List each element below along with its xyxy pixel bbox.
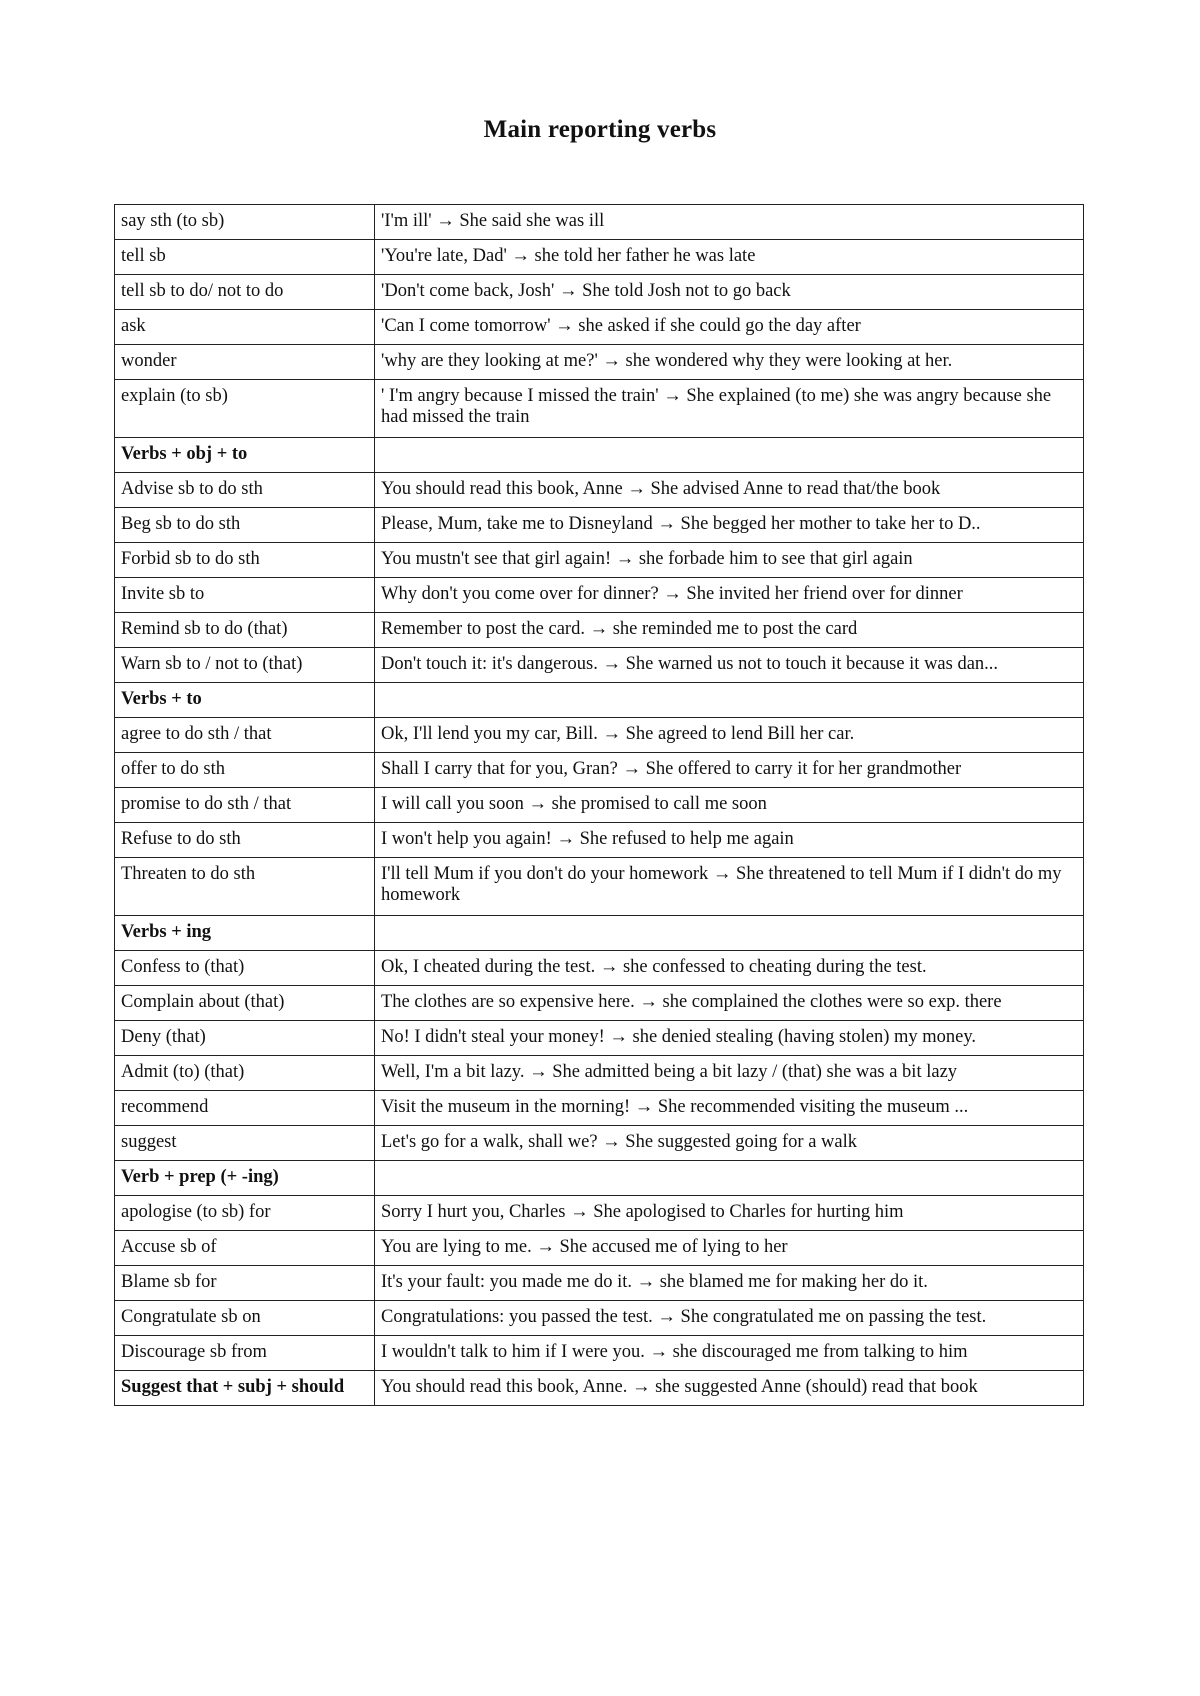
table-row <box>115 718 1084 753</box>
verb-cell: suggest <box>115 1126 375 1161</box>
section-heading: Verbs + ing <box>115 916 375 951</box>
verb-cell: Congratulate sb on <box>115 1301 375 1336</box>
example-cell: Ok, I'll lend you my car, Bill. → She agreed to lend Bill her car. <box>375 718 1084 753</box>
table-row <box>115 1021 1084 1056</box>
example-cell: 'Can I come tomorrow' → she asked if she could go the day after <box>375 310 1084 345</box>
example-cell: It's your fault: you made me do it. → she blamed me for making her do it. <box>375 1266 1084 1301</box>
example-cell: You mustn't see that girl again! → she forbade him to see that girl again <box>375 543 1084 578</box>
table-row <box>115 1126 1084 1161</box>
table-row <box>115 345 1084 380</box>
example-cell: Please, Mum, take me to Disneyland → She begged her mother to take her to D.. <box>375 508 1084 543</box>
table-row <box>115 1266 1084 1301</box>
example-cell: You should read this book, Anne. → she suggested Anne (should) read that book <box>375 1371 1084 1406</box>
example-cell: Remember to post the card. → she reminded me to post the card <box>375 613 1084 648</box>
table-row <box>115 205 1084 240</box>
verb-cell: Confess to (that) <box>115 951 375 986</box>
table-row <box>115 986 1084 1021</box>
example-cell: I won't help you again! → She refused to help me again <box>375 823 1084 858</box>
example-cell: 'You're late, Dad' → she told her father he was late <box>375 240 1084 275</box>
example-cell: Ok, I cheated during the test. → she confessed to cheating during the test. <box>375 951 1084 986</box>
section-heading: Verbs + to <box>115 683 375 718</box>
section-header-row <box>115 1371 1084 1406</box>
verb-cell: Admit (to) (that) <box>115 1056 375 1091</box>
verb-cell: Advise sb to do sth <box>115 473 375 508</box>
example-cell: I'll tell Mum if you don't do your homework → She threatened to tell Mum if I didn't do my homework <box>375 858 1084 916</box>
example-cell: Don't touch it: it's dangerous. → She warned us not to touch it because it was dan... <box>375 648 1084 683</box>
example-cell: I will call you soon → she promised to call me soon <box>375 788 1084 823</box>
table-row <box>115 1056 1084 1091</box>
page-title: Main reporting verbs <box>483 116 717 143</box>
verb-cell: offer to do sth <box>115 753 375 788</box>
table-row <box>115 951 1084 986</box>
table-row <box>115 543 1084 578</box>
verb-cell: ask <box>115 310 375 345</box>
verb-cell: apologise (to sb) for <box>115 1196 375 1231</box>
verb-cell: Complain about (that) <box>115 986 375 1021</box>
table-row <box>115 1231 1084 1266</box>
table-row <box>115 1336 1084 1371</box>
example-cell: Well, I'm a bit lazy. → She admitted being a bit lazy / (that) she was a bit lazy <box>375 1056 1084 1091</box>
verb-cell: Discourage sb from <box>115 1336 375 1371</box>
section-header-row <box>115 916 1084 951</box>
example-cell: 'Don't come back, Josh' → She told Josh not to go back <box>375 275 1084 310</box>
verb-cell: Deny (that) <box>115 1021 375 1056</box>
verb-cell: Forbid sb to do sth <box>115 543 375 578</box>
verb-cell: promise to do sth / that <box>115 788 375 823</box>
reporting-verbs-table <box>114 204 1084 1406</box>
table-row <box>115 648 1084 683</box>
verb-cell: agree to do sth / that <box>115 718 375 753</box>
section-heading: Verb + prep (+ -ing) <box>115 1161 375 1196</box>
verb-cell: Invite sb to <box>115 578 375 613</box>
example-cell <box>375 916 1084 951</box>
verb-cell: Refuse to do sth <box>115 823 375 858</box>
example-cell: Visit the museum in the morning! → She recommended visiting the museum ... <box>375 1091 1084 1126</box>
table-row <box>115 753 1084 788</box>
table-row <box>115 473 1084 508</box>
table-row <box>115 1091 1084 1126</box>
table-row <box>115 310 1084 345</box>
section-heading: Verbs + obj + to <box>115 438 375 473</box>
table-row <box>115 240 1084 275</box>
verb-cell: Warn sb to / not to (that) <box>115 648 375 683</box>
verb-cell: Accuse sb of <box>115 1231 375 1266</box>
section-header-row <box>115 1161 1084 1196</box>
table-row <box>115 1196 1084 1231</box>
table-row <box>115 508 1084 543</box>
verb-cell: Beg sb to do sth <box>115 508 375 543</box>
example-cell <box>375 438 1084 473</box>
verb-cell: wonder <box>115 345 375 380</box>
table-row <box>115 578 1084 613</box>
example-cell: 'why are they looking at me?' → she wondered why they were looking at her. <box>375 345 1084 380</box>
verb-cell: tell sb to do/ not to do <box>115 275 375 310</box>
example-cell: The clothes are so expensive here. → she complained the clothes were so exp. there <box>375 986 1084 1021</box>
example-cell: Why don't you come over for dinner? → She invited her friend over for dinner <box>375 578 1084 613</box>
example-cell: You are lying to me. → She accused me of lying to her <box>375 1231 1084 1266</box>
verb-cell: tell sb <box>115 240 375 275</box>
verb-cell: recommend <box>115 1091 375 1126</box>
table-row <box>115 380 1084 438</box>
example-cell: 'I'm ill' → She said she was ill <box>375 205 1084 240</box>
example-cell: ' I'm angry because I missed the train' → She explained (to me) she was angry because she had missed the train <box>375 380 1084 438</box>
table-row <box>115 613 1084 648</box>
example-cell: Congratulations: you passed the test. → She congratulated me on passing the test. <box>375 1301 1084 1336</box>
table-row <box>115 788 1084 823</box>
example-cell: No! I didn't steal your money! → she denied stealing (having stolen) my money. <box>375 1021 1084 1056</box>
example-cell <box>375 1161 1084 1196</box>
example-cell: Shall I carry that for you, Gran? → She offered to carry it for her grandmother <box>375 753 1084 788</box>
verb-cell: explain (to sb) <box>115 380 375 438</box>
example-cell: I wouldn't talk to him if I were you. → she discouraged me from talking to him <box>375 1336 1084 1371</box>
verb-cell: Blame sb for <box>115 1266 375 1301</box>
example-cell: You should read this book, Anne → She advised Anne to read that/the book <box>375 473 1084 508</box>
section-heading: Suggest that + subj + should <box>115 1371 375 1406</box>
verb-cell: say sth (to sb) <box>115 205 375 240</box>
section-header-row <box>115 683 1084 718</box>
table-row <box>115 823 1084 858</box>
table-row <box>115 275 1084 310</box>
verb-cell: Remind sb to do (that) <box>115 613 375 648</box>
verb-cell: Threaten to do sth <box>115 858 375 916</box>
example-cell <box>375 683 1084 718</box>
table-row <box>115 858 1084 916</box>
table-row <box>115 1301 1084 1336</box>
example-cell: Let's go for a walk, shall we? → She suggested going for a walk <box>375 1126 1084 1161</box>
example-cell: Sorry I hurt you, Charles → She apologised to Charles for hurting him <box>375 1196 1084 1231</box>
section-header-row <box>115 438 1084 473</box>
